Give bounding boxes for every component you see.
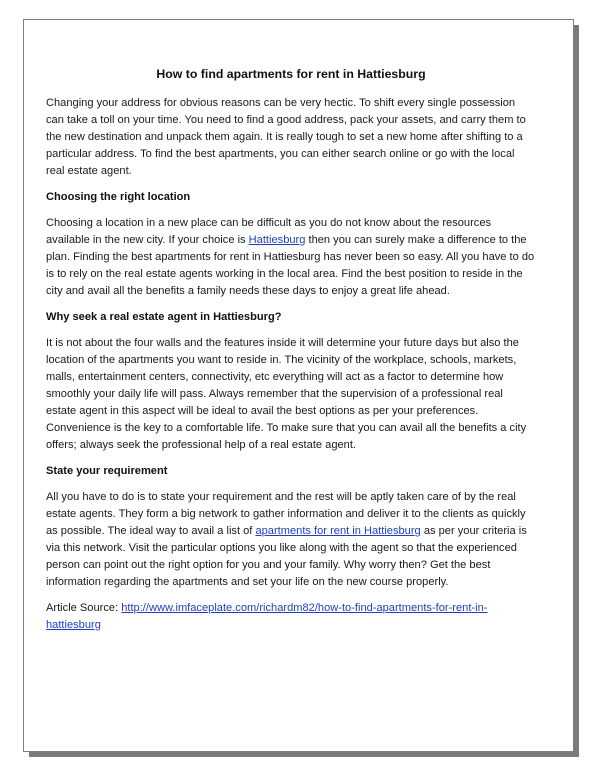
- article-source-label: Article Source:: [46, 602, 122, 614]
- article-source-link[interactable]: http://www.imfaceplate.com/richardm82/how-to-find-apartments-for-rent-in-hattiesburg: [46, 602, 488, 631]
- document-title: How to find apartments for rent in Hattiesburg: [156, 67, 426, 81]
- article-source: [46, 600, 536, 634]
- section-heading-location: Choosing the right location: [46, 191, 191, 203]
- hattiesburg-link[interactable]: Hattiesburg: [248, 234, 306, 246]
- section-heading-agent: Why seek a real estate agent in Hattiesburg?: [46, 311, 282, 323]
- agent-paragraph: It is not about the four walls and the features inside it will determine your future days but also the location of the apartments you want to reside in. The vicinity of the workplace, schools, markets, malls, entertainment centers, connectivity, etc everything will act as a factor to determine how smoothly your daily life will pass. Always remember that the supervision of a professional real estate agent in this aspect will be ideal to avail the best options as per your preferences. Convenience is the key to a comfortable life. To make sure that you can avail all the benefits a city offers; always seek the professional help of a real estate agent.: [46, 337, 527, 451]
- section-heading-requirement: State your requirement: [46, 465, 168, 477]
- requirement-paragraph: [46, 489, 536, 591]
- document-content: [46, 48, 536, 643]
- intro-paragraph: Changing your address for obvious reasons can be very hectic. To shift every single possession can take a toll on your time. You need to find a good address, pack your assets, and carry them to the new destination and unpack them again. It is really tough to set a new home after shifting to a particular address. To find the best apartments, you can either search online or go with the local real estate agent.: [46, 97, 526, 177]
- page-shadow-right: [574, 25, 579, 757]
- location-text-start: Choosing a location in a new place can be difficult as you do not know about the resources available in the new city. If your choice is: [46, 217, 492, 246]
- requirement-text-end: as per your criteria is via this network. Visit the particular options you like along with the agent so that the experienced person can point out the right option for you and your family. Why worry then? Get the best information regarding the apartments and set your life on the new course properly.: [46, 525, 527, 588]
- page-shadow-bottom: [29, 752, 579, 757]
- apartments-link[interactable]: apartments for rent in Hattiesburg: [255, 525, 421, 537]
- location-paragraph: [46, 215, 536, 300]
- requirement-text-start: All you have to do is to state your requirement and the rest will be aptly taken care of by the real estate agents. They form a big network to gather information and deliver it to the clients as quickly as possible. The ideal way to avail a list of: [46, 491, 526, 537]
- location-text-end: then you can surely make a difference to the plan. Finding the best apartments for rent in Hattiesburg has never been so easy. All you have to do is to rely on the real estate agents working in the local area. Find the best position to reside in the city and avail all the benefits a family needs these days to enjoy a great life ahead.: [46, 234, 535, 297]
